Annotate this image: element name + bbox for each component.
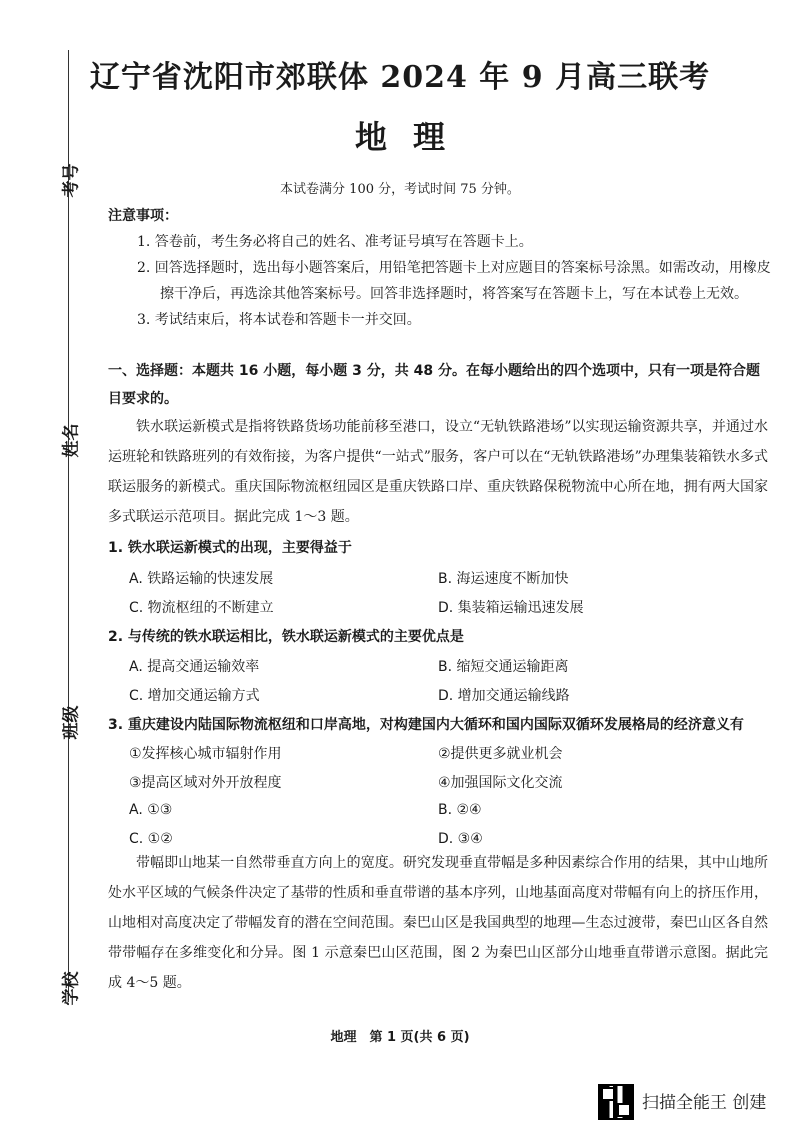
notice-item-1: 1. 答卷前，考生务必将自己的姓名、准考证号填写在答题卡上。: [137, 234, 533, 250]
question-2-stem: 2. 与传统的铁水联运相比，铁水联运新模式的主要优点是: [108, 629, 464, 645]
question-2-option-a[interactable]: A. 提高交通运输效率: [129, 659, 260, 675]
notice-title: 注意事项：: [108, 208, 178, 224]
question-3-statement-4: ④加强国际文化交流: [438, 775, 563, 791]
question-3-statement-1: ①发挥核心城市辐射作用: [129, 746, 282, 762]
question-3-statement-3: ③提高区域对外开放程度: [129, 775, 282, 791]
page-footer: 地理 第 1 页(共 6 页): [330, 1030, 470, 1045]
side-label-exam-no: 考号: [61, 163, 82, 198]
question-3-option-a[interactable]: A. ①③: [129, 802, 173, 818]
question-3-stem: 3. 重庆建设内陆国际物流枢纽和口岸高地，对构建国内大循环和国内国际双循环发展格局的经济意义有: [108, 717, 744, 733]
question-1-option-b[interactable]: B. 海运速度不断加快: [438, 571, 569, 587]
question-1-option-d[interactable]: D. 集装箱运输迅速发展: [438, 600, 584, 616]
side-label-school: 学校: [61, 971, 82, 1006]
exam-info: 本试卷满分 100 分，考试时间 75 分钟。: [280, 182, 520, 197]
question-3-option-b[interactable]: B. ②④: [438, 802, 482, 818]
passage-2: 带幅即山地某一自然带垂直方向上的宽度。研究发现垂直带幅是多种因素综合作用的结果，其中山地所处水平区域的气候条件决定了基带的性质和垂直带谱的基本序列，山地基面高度对带幅有向上的挤压作用，山地相对高度决定了带幅发育的潜在空间范围。秦巴山区是我国典型的地理—生态过渡带，秦巴山区各自然带带幅存在多维变化和分异。图 1 示意秦巴山区范围，图 2 为秦巴山区部分山地垂直带谱示意图。据此完成 4～5 题。: [108, 855, 768, 991]
notice-item-2-cont: 擦干净后，再选涂其他答案标号。回答非选择题时，将答案写在答题卡上，写在本试卷上无效。: [160, 286, 748, 302]
notice-item-3: 3. 考试结束后，将本试卷和答题卡一并交回。: [137, 312, 421, 328]
question-2-option-d[interactable]: D. 增加交通运输线路: [438, 688, 570, 704]
question-1-option-a[interactable]: A. 铁路运输的快速发展: [129, 571, 274, 587]
question-2-option-b[interactable]: B. 缩短交通运输距离: [438, 659, 569, 675]
exam-title: 辽宁省沈阳市郊联体 2024 年 9 月高三联考: [89, 60, 711, 95]
question-2-option-c[interactable]: C. 增加交通运输方式: [129, 688, 260, 704]
subject-title: 地理: [354, 118, 471, 156]
question-3-option-c[interactable]: C. ①②: [129, 831, 173, 847]
question-1-option-c[interactable]: C. 物流枢纽的不断建立: [129, 600, 274, 616]
question-1-stem: 1. 铁水联运新模式的出现，主要得益于: [108, 540, 352, 556]
qr-code-icon: [598, 1084, 634, 1120]
section-heading: 一、选择题：本题共 16 小题，每小题 3 分，共 48 分。在每小题给出的四个选项中，只有一项是符合题目要求的。: [108, 363, 760, 407]
notice-item-2: 2. 回答选择题时，选出每小题答案后，用铅笔把答题卡上对应题目的答案标号涂黑。如需改动，用橡皮: [137, 260, 771, 276]
question-3-option-d[interactable]: D. ③④: [438, 831, 483, 847]
scanner-watermark: 扫描全能王 创建: [642, 1093, 767, 1113]
side-label-name: 姓名: [61, 423, 82, 458]
passage-1: 铁水联运新模式是指将铁路货场功能前移至港口，设立“无轨铁路港场”以实现运输资源共享，并通过水运班轮和铁路班列的有效衔接，为客户提供“一站式”服务，客户可以在“无轨铁路港场”办理集装箱铁水多式联运服务的新模式。重庆国际物流枢纽园区是重庆铁路口岸、重庆铁路保税物流中心所在地，拥有两大国家多式联运示范项目。据此完成 1～3 题。: [108, 419, 768, 525]
question-3-statement-2: ②提供更多就业机会: [438, 746, 563, 762]
side-label-class: 班级: [61, 705, 82, 740]
